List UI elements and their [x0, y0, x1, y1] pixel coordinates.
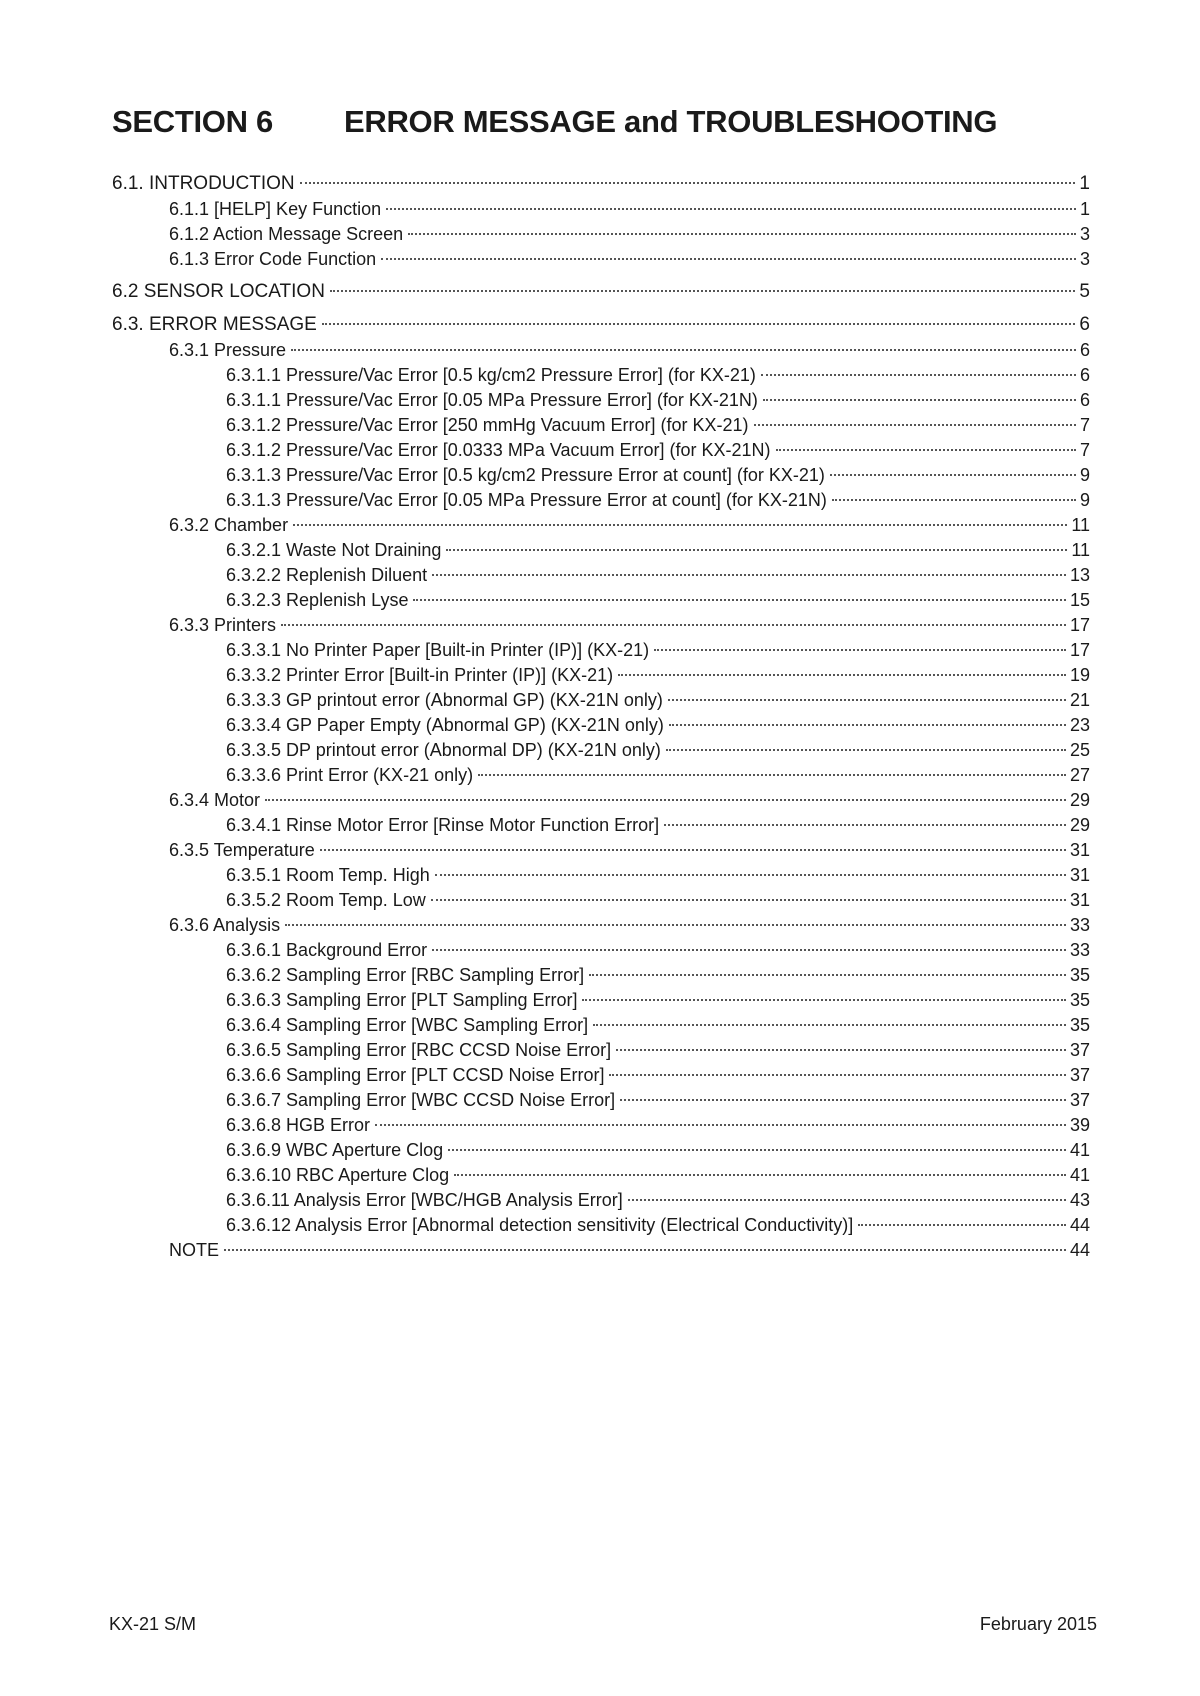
toc-entry-page: 25 — [1069, 740, 1090, 760]
toc-entry[interactable] — [112, 197, 1090, 222]
toc-leader-dots — [669, 724, 1066, 726]
toc-entry-label: 6.3.6.2 Sampling Error [RBC Sampling Error] — [226, 965, 585, 985]
toc-entry-page: 3 — [1079, 224, 1090, 244]
toc-entry-page: 27 — [1069, 765, 1090, 785]
toc-entry[interactable] — [112, 488, 1090, 513]
toc-entry[interactable] — [112, 988, 1090, 1013]
toc-entry[interactable] — [112, 613, 1090, 638]
toc-leader-dots — [281, 624, 1066, 626]
toc-entry[interactable] — [112, 663, 1090, 688]
toc-entry[interactable] — [112, 1088, 1090, 1113]
toc-entry-label: 6.3.6.1 Background Error — [226, 940, 428, 960]
toc-entry-label: 6.3.6.9 WBC Aperture Clog — [226, 1140, 444, 1160]
toc-entry-label: 6.3.6.3 Sampling Error [PLT Sampling Error] — [226, 990, 578, 1010]
toc-entry-page: 44 — [1069, 1215, 1090, 1235]
toc-entry-page: 35 — [1069, 965, 1090, 985]
toc-leader-dots — [432, 574, 1066, 576]
toc-entry-label: 6.3.5.1 Room Temp. High — [226, 865, 430, 885]
toc-entry[interactable] — [112, 463, 1090, 488]
toc-leader-dots — [454, 1174, 1066, 1176]
footer-date: February 2015 — [979, 1614, 1097, 1634]
table-of-contents — [112, 170, 1090, 1263]
toc-entry[interactable] — [112, 1138, 1090, 1163]
toc-entry[interactable] — [112, 1213, 1090, 1238]
toc-leader-dots — [761, 374, 1076, 376]
toc-entry[interactable] — [112, 1238, 1090, 1263]
toc-entry-label: 6.3.6.12 Analysis Error [Abnormal detection sensitivity (Electrical Conductivity)] — [226, 1215, 854, 1235]
toc-entry-label: 6.3.6.10 RBC Aperture Clog — [226, 1165, 450, 1185]
toc-entry-label: 6.3.6.6 Sampling Error [PLT CCSD Noise Error] — [226, 1065, 605, 1085]
toc-leader-dots — [448, 1149, 1066, 1151]
toc-entry[interactable] — [112, 888, 1090, 913]
toc-entry-page: 11 — [1071, 540, 1090, 560]
toc-entry-page: 19 — [1069, 665, 1090, 685]
toc-entry[interactable] — [112, 311, 1090, 338]
toc-leader-dots — [330, 290, 1075, 292]
toc-entry-page: 9 — [1079, 490, 1090, 510]
toc-entry-label: 6.3.1.1 Pressure/Vac Error [0.05 MPa Pressure Error] (for KX-21N) — [226, 390, 758, 410]
toc-entry[interactable] — [112, 538, 1090, 563]
toc-entry-label: 6.1. INTRODUCTION — [112, 173, 295, 194]
toc-entry[interactable] — [112, 638, 1090, 663]
toc-entry-label: 6.3.1.3 Pressure/Vac Error [0.5 kg/cm2 Pressure Error at count] (for KX-21) — [226, 465, 825, 485]
toc-leader-dots — [858, 1224, 1066, 1226]
toc-entry-label: 6.3.1.1 Pressure/Vac Error [0.5 kg/cm2 Pressure Error] (for KX-21) — [226, 365, 756, 385]
toc-entry[interactable] — [112, 788, 1090, 813]
toc-entry[interactable] — [112, 1013, 1090, 1038]
toc-leader-dots — [589, 974, 1066, 976]
toc-entry-label: 6.3. ERROR MESSAGE — [112, 314, 317, 335]
toc-leader-dots — [776, 449, 1076, 451]
toc-entry-page: 1 — [1079, 199, 1090, 219]
toc-entry[interactable] — [112, 363, 1090, 388]
toc-entry-label: 6.3.3.4 GP Paper Empty (Abnormal GP) (KX-21N only) — [226, 715, 664, 735]
toc-leader-dots — [413, 599, 1066, 601]
toc-leader-dots — [616, 1049, 1066, 1051]
toc-entry-page: 35 — [1069, 1015, 1090, 1035]
toc-entry-label: 6.2 SENSOR LOCATION — [112, 281, 325, 302]
toc-leader-dots — [265, 799, 1066, 801]
toc-entry-page: 23 — [1069, 715, 1090, 735]
toc-leader-dots — [322, 323, 1076, 325]
toc-leader-dots — [285, 924, 1066, 926]
toc-entry-page: 39 — [1069, 1115, 1090, 1135]
toc-entry[interactable] — [112, 222, 1090, 247]
toc-entry-label: 6.3.6.7 Sampling Error [WBC CCSD Noise Error] — [226, 1090, 616, 1110]
toc-entry[interactable] — [112, 1063, 1090, 1088]
page-title — [112, 104, 997, 140]
toc-leader-dots — [320, 849, 1066, 851]
toc-entry-label: 6.3.2 Chamber — [169, 515, 289, 535]
toc-entry[interactable] — [112, 513, 1090, 538]
toc-entry-page: 44 — [1069, 1240, 1090, 1260]
toc-leader-dots — [620, 1099, 1066, 1101]
toc-leader-dots — [386, 208, 1076, 210]
toc-entry-label: 6.3.3.1 No Printer Paper [Built-in Printer (IP)] (KX-21) — [226, 640, 650, 660]
toc-entry[interactable] — [112, 413, 1090, 438]
toc-leader-dots — [618, 674, 1066, 676]
toc-leader-dots — [668, 699, 1066, 701]
toc-leader-dots — [381, 258, 1076, 260]
toc-leader-dots — [582, 999, 1065, 1001]
toc-leader-dots — [654, 649, 1066, 651]
toc-leader-dots — [666, 749, 1066, 751]
toc-entry-label: 6.3.4 Motor — [169, 790, 261, 810]
footer-model: KX-21 S/M — [109, 1614, 197, 1634]
toc-entry[interactable] — [112, 838, 1090, 863]
toc-leader-dots — [593, 1024, 1066, 1026]
toc-entry-label: 6.1.3 Error Code Function — [169, 249, 377, 269]
toc-leader-dots — [830, 474, 1076, 476]
toc-entry-label: 6.3.3.5 DP printout error (Abnormal DP) (KX-21N only) — [226, 740, 661, 760]
toc-entry-page: 7 — [1079, 415, 1090, 435]
toc-entry-page: 21 — [1069, 690, 1090, 710]
toc-entry-page: 33 — [1069, 915, 1090, 935]
toc-entry[interactable] — [112, 688, 1090, 713]
toc-entry-page: 31 — [1069, 865, 1090, 885]
toc-entry-page: 43 — [1069, 1190, 1090, 1210]
toc-leader-dots — [754, 424, 1076, 426]
toc-entry-label: 6.3.3.2 Printer Error [Built-in Printer (IP)] (KX-21) — [226, 665, 614, 685]
toc-entry-label: NOTE — [169, 1240, 220, 1260]
toc-entry-label: 6.3.5 Temperature — [169, 840, 315, 860]
toc-leader-dots — [375, 1124, 1066, 1126]
toc-entry[interactable] — [112, 338, 1090, 363]
toc-entry[interactable] — [112, 813, 1090, 838]
toc-entry-label: 6.3.1.3 Pressure/Vac Error [0.05 MPa Pressure Error at count] (for KX-21N) — [226, 490, 827, 510]
section-number: SECTION 6 — [112, 104, 273, 139]
toc-leader-dots — [291, 349, 1076, 351]
toc-entry-label: 6.3.1.2 Pressure/Vac Error [250 mmHg Vacuum Error] (for KX-21) — [226, 415, 749, 435]
toc-entry-page: 6 — [1079, 314, 1090, 335]
toc-leader-dots — [435, 874, 1066, 876]
toc-entry-page: 6 — [1079, 365, 1090, 385]
toc-entry[interactable] — [112, 1188, 1090, 1213]
toc-entry-label: 6.3.6.5 Sampling Error [RBC CCSD Noise Error] — [226, 1040, 612, 1060]
toc-entry-page: 17 — [1069, 615, 1090, 635]
toc-entry-label: 6.1.2 Action Message Screen — [169, 224, 404, 244]
toc-entry-page: 1 — [1079, 173, 1090, 194]
toc-entry-label: 6.3.3.6 Print Error (KX-21 only) — [226, 765, 474, 785]
toc-leader-dots — [609, 1074, 1066, 1076]
toc-leader-dots — [446, 549, 1067, 551]
toc-entry-page: 33 — [1069, 940, 1090, 960]
toc-leader-dots — [628, 1199, 1066, 1201]
toc-entry-page: 37 — [1069, 1040, 1090, 1060]
toc-entry-label: 6.3.2.2 Replenish Diluent — [226, 565, 428, 585]
toc-entry-page: 29 — [1069, 815, 1090, 835]
toc-entry-page: 9 — [1079, 465, 1090, 485]
toc-entry-label: 6.3.2.3 Replenish Lyse — [226, 590, 409, 610]
toc-entry-label: 6.3.3.3 GP printout error (Abnormal GP) (KX-21N only) — [226, 690, 663, 710]
toc-entry-page: 3 — [1079, 249, 1090, 269]
toc-entry[interactable] — [112, 563, 1090, 588]
toc-leader-dots — [664, 824, 1066, 826]
toc-leader-dots — [478, 774, 1066, 776]
toc-entry-label: 6.3.1 Pressure — [169, 340, 287, 360]
toc-entry-page: 41 — [1069, 1165, 1090, 1185]
toc-entry-label: 6.3.3 Printers — [169, 615, 277, 635]
toc-leader-dots — [832, 499, 1076, 501]
toc-entry[interactable] — [112, 738, 1090, 763]
toc-entry-page: 15 — [1069, 590, 1090, 610]
toc-entry-label: 6.3.5.2 Room Temp. Low — [226, 890, 426, 910]
toc-leader-dots — [300, 182, 1076, 184]
toc-entry-page: 6 — [1079, 390, 1090, 410]
toc-entry[interactable] — [112, 1038, 1090, 1063]
toc-entry-label: 6.3.6.4 Sampling Error [WBC Sampling Error] — [226, 1015, 589, 1035]
toc-entry-page: 6 — [1079, 340, 1090, 360]
toc-entry[interactable] — [112, 170, 1090, 197]
section-title: ERROR MESSAGE and TROUBLESHOOTING — [344, 104, 998, 139]
toc-leader-dots — [408, 233, 1076, 235]
toc-entry-label: 6.3.6.11 Analysis Error [WBC/HGB Analysis Error] — [226, 1190, 623, 1210]
toc-entry-label: 6.3.6 Analysis — [169, 915, 281, 935]
toc-entry-page: 35 — [1069, 990, 1090, 1010]
toc-entry[interactable] — [112, 388, 1090, 413]
toc-entry-label: 6.3.2.1 Waste Not Draining — [226, 540, 442, 560]
toc-entry-page: 7 — [1079, 440, 1090, 460]
toc-entry-page: 5 — [1079, 281, 1090, 302]
toc-entry[interactable] — [112, 1163, 1090, 1188]
toc-entry[interactable] — [112, 438, 1090, 463]
toc-entry[interactable] — [112, 713, 1090, 738]
toc-entry-label: 6.3.4.1 Rinse Motor Error [Rinse Motor Function Error] — [226, 815, 660, 835]
toc-entry-page: 41 — [1069, 1140, 1090, 1160]
toc-entry-label: 6.3.6.8 HGB Error — [226, 1115, 371, 1135]
toc-entry-label: 6.1.1 [HELP] Key Function — [169, 199, 382, 219]
toc-entry-page: 37 — [1069, 1065, 1090, 1085]
toc-leader-dots — [293, 524, 1067, 526]
toc-entry[interactable] — [112, 963, 1090, 988]
toc-entry[interactable] — [112, 863, 1090, 888]
toc-entry[interactable] — [112, 763, 1090, 788]
toc-entry-page: 11 — [1071, 515, 1090, 535]
toc-leader-dots — [431, 899, 1066, 901]
toc-leader-dots — [224, 1249, 1066, 1251]
toc-entry-page: 13 — [1069, 565, 1090, 585]
toc-entry-label: 6.3.1.2 Pressure/Vac Error [0.0333 MPa Vacuum Error] (for KX-21N) — [226, 440, 771, 460]
toc-leader-dots — [763, 399, 1076, 401]
toc-entry[interactable] — [112, 588, 1090, 613]
toc-entry[interactable] — [112, 278, 1090, 305]
toc-entry[interactable] — [112, 938, 1090, 963]
toc-entry-page: 37 — [1069, 1090, 1090, 1110]
toc-leader-dots — [432, 949, 1066, 951]
toc-entry-page: 31 — [1069, 890, 1090, 910]
toc-entry[interactable] — [112, 1113, 1090, 1138]
toc-entry-page: 31 — [1069, 840, 1090, 860]
toc-entry-page: 17 — [1069, 640, 1090, 660]
toc-entry-page: 29 — [1069, 790, 1090, 810]
toc-entry[interactable] — [112, 247, 1090, 272]
toc-entry[interactable] — [112, 913, 1090, 938]
